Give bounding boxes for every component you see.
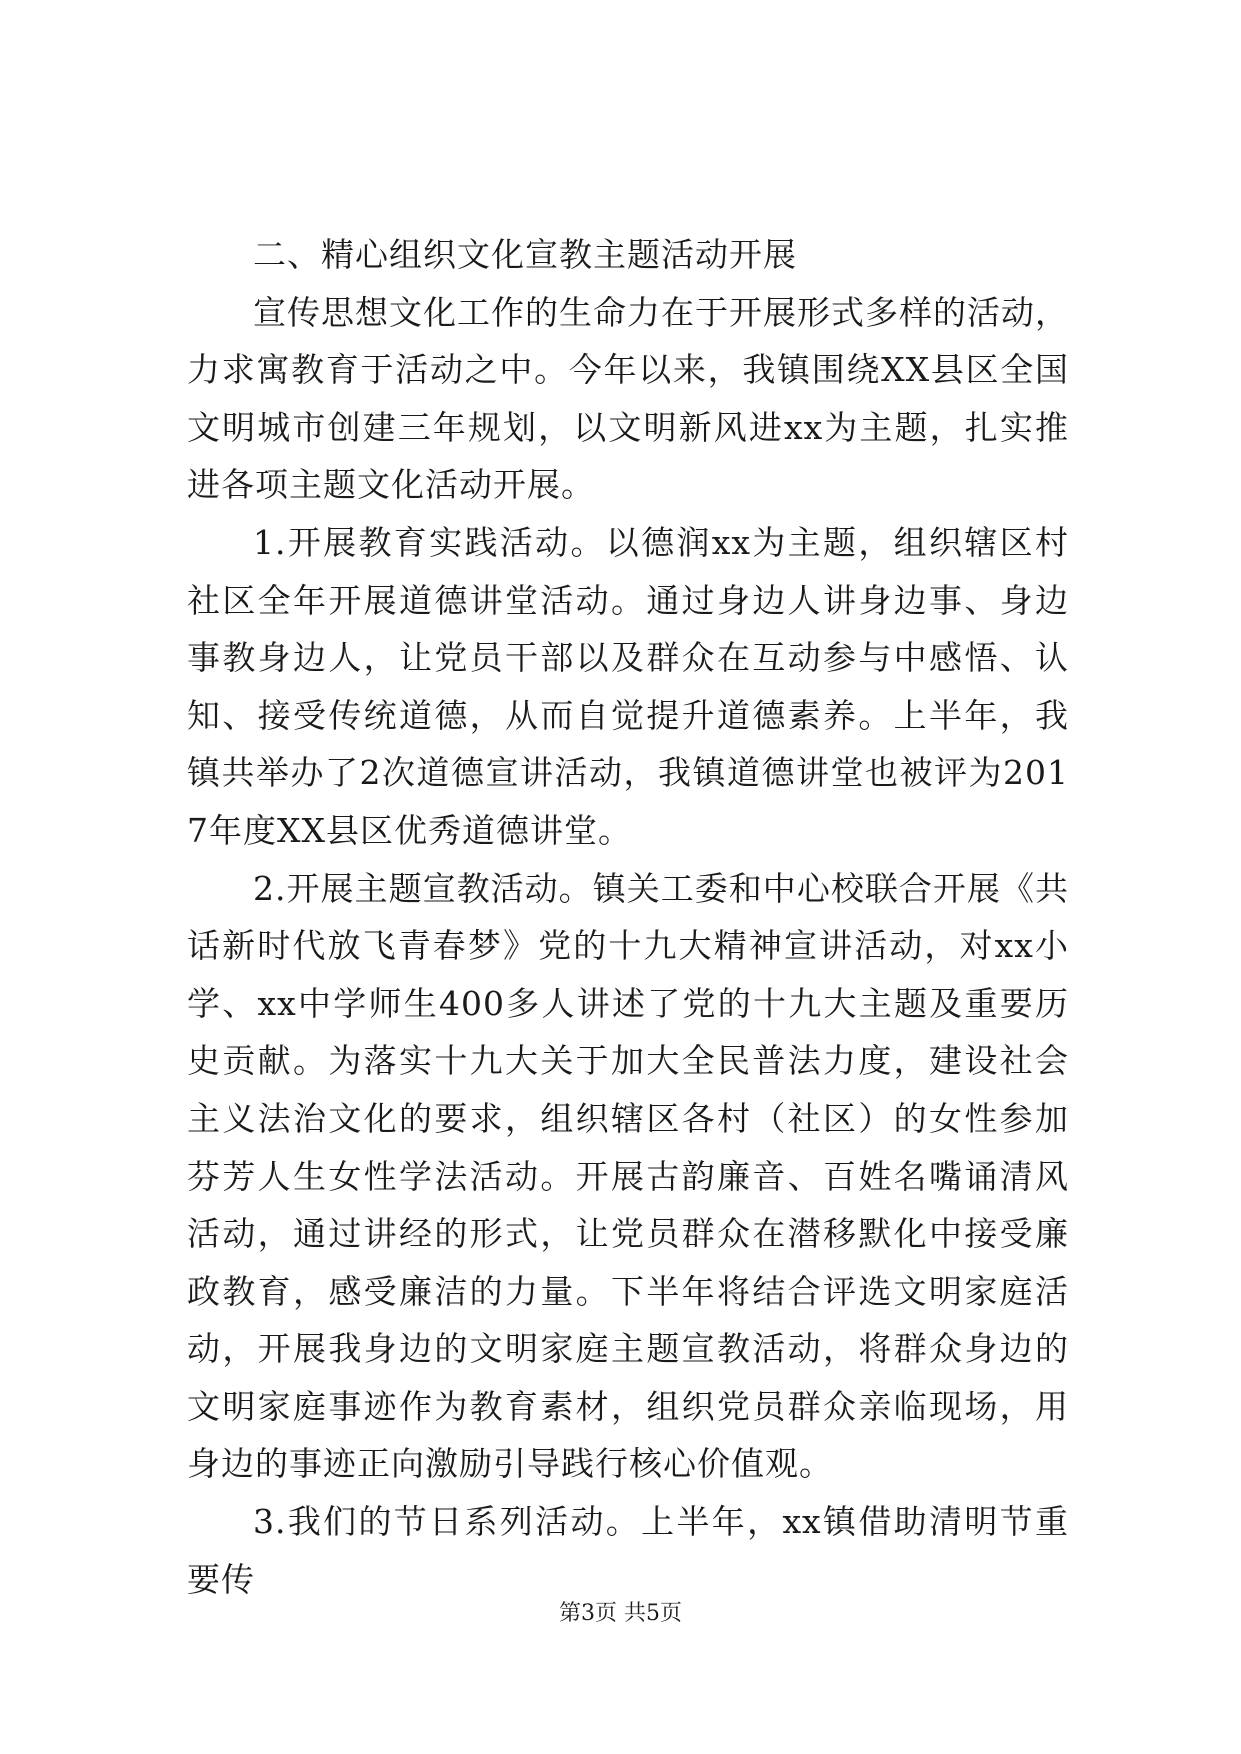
section-heading: 二、精心组织文化宣教主题活动开展 bbox=[253, 235, 797, 274]
document-body bbox=[187, 226, 1069, 1608]
paragraph-item-3: 3.我们的节日系列活动。上半年，xx镇借助清明节重要传 bbox=[187, 1502, 1069, 1599]
paragraph-item-2: 2.开展主题宣教活动。镇关工委和中心校联合开展《共话新时代放飞青春梦》党的十九大精神宣讲活动，对xx小学、xx中学师生400多人讲述了党的十九大主题及重要历史贡献。为落实十九大关于加大全民普法力度，建设社会主义法治文化的要求，组织辖区各村（社区）的女性参加芬芳人生女性学法活动。开展古韵廉音、百姓名嘴诵清风活动，通过讲经的形式，让党员群众在潜移默化中接受廉政教育，感受廉洁的力量。下半年将结合评选文明家庭活动，开展我身边的文明家庭主题宣教活动，将群众身边的文明家庭事迹作为教育素材，组织党员群众亲临现场，用身边的事迹正向激励引导践行核心价值观。 bbox=[187, 868, 1069, 1484]
page-footer: 第3页 共5页 bbox=[559, 1601, 682, 1626]
paragraph-intro: 宣传思想文化工作的生命力在于开展形式多样的活动，力求寓教育于活动之中。今年以来，我镇围绕XX县区全国文明城市创建三年规划，以文明新风进xx为主题，扎实推进各项主题文化活动开展。 bbox=[187, 292, 1069, 505]
paragraph-item-1: 1.开展教育实践活动。以德润xx为主题，组织辖区村社区全年开展道德讲堂活动。通过身边人讲身边事、身边事教身边人，让党员干部以及群众在互动参与中感悟、认知、接受传统道德，从而自觉提升道德素养。上半年，我镇共举办了2次道德宣讲活动，我镇道德讲堂也被评为2017年度XX县区优秀道德讲堂。 bbox=[187, 522, 1069, 850]
